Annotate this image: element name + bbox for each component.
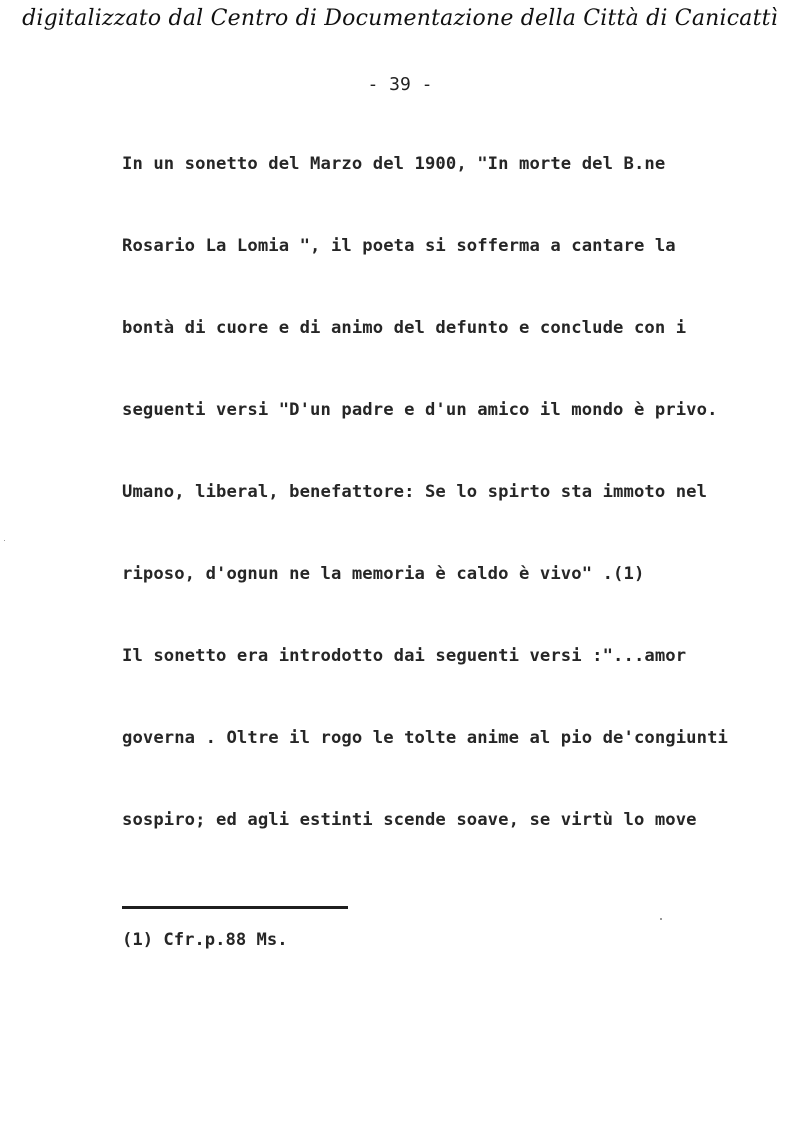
footnote: (1) Cfr.p.88 Ms. — [122, 930, 288, 950]
footnote-divider — [122, 906, 348, 909]
text-line: Umano, liberal, benefattore: Se lo spirto sta immoto nel — [122, 482, 708, 502]
text-line: seguenti versi "D'un padre e d'un amico il mondo è privo. — [122, 400, 718, 420]
text-line: bontà di cuore e di animo del defunto e conclude con i — [122, 318, 687, 338]
digitization-header: digitalizzato dal Centro di Documentazione della Città di Canicattì — [22, 6, 778, 31]
text-line: governa . Oltre il rogo le tolte anime al pio de'congiunti — [122, 728, 728, 748]
page-number: - 39 - — [367, 74, 433, 95]
scan-speck — [4, 540, 5, 541]
scan-speck — [660, 918, 662, 920]
text-line: In un sonetto del Marzo del 1900, "In morte del B.ne — [122, 154, 666, 174]
text-line: Il sonetto era introdotto dai seguenti versi :"...amor — [122, 646, 687, 666]
text-line: Rosario La Lomia ", il poeta si sofferma a cantare la — [122, 236, 676, 256]
text-line: riposo, d'ognun ne la memoria è caldo è vivo" .(1) — [122, 564, 645, 584]
text-line: sospiro; ed agli estinti scende soave, se virtù lo move — [122, 810, 697, 830]
